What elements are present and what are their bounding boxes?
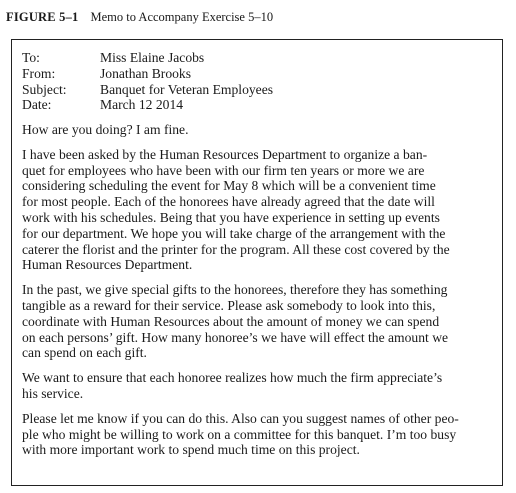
text-line: ple who might be willing to work on a committee for this banquet. I’m too busy <box>22 426 457 442</box>
text-line: with more important work to spend much time on this project. <box>22 442 360 458</box>
header-value: Banquet for Veteran Employees <box>100 81 274 97</box>
text-line: caterer the florist and the printer for the program. All these cost covered by the <box>22 241 450 257</box>
header-label: From: <box>22 65 56 81</box>
text-line: coordinate with Human Resources about the amount of money we can spend <box>22 313 440 329</box>
header-row-subject <box>22 82 273 98</box>
header-label: To: <box>22 50 40 65</box>
text-line: for our department. We hope you will take charge of the arrangement with the <box>22 225 446 241</box>
memo-paragraph <box>22 122 494 138</box>
text-line: his service. <box>22 385 84 401</box>
text-line: How are you doing? I am fine. <box>22 122 189 137</box>
header-value: Miss Elaine Jacobs <box>100 50 205 65</box>
text-line: Human Resources Department. <box>22 257 193 273</box>
text-line: quet for employees who have been with our firm ten years or more we are <box>22 162 425 178</box>
header-row-to <box>22 50 273 66</box>
header-value: March 12 2014 <box>100 97 184 113</box>
memo-paragraph <box>22 147 494 273</box>
header-label: Date: <box>22 97 52 113</box>
header-value: Jonathan Brooks <box>100 65 191 81</box>
text-line: tangible as a reward for their service. Please ask somebody to look into this, <box>22 297 436 313</box>
header-row-from <box>22 66 273 82</box>
header-row-date <box>22 97 273 113</box>
text-line: In the past, we give special gifts to the honorees, therefore they has something <box>22 282 448 298</box>
memo-paragraph <box>22 282 494 361</box>
header-label: Subject: <box>22 81 67 97</box>
memo-paragraph <box>22 370 494 402</box>
text-line: on each persons’ gift. How many honoree’s we have will effect the amount we <box>22 329 449 345</box>
memo-paragraph <box>22 411 494 458</box>
memo-header <box>22 50 273 113</box>
memo-body <box>22 122 494 467</box>
text-line: Please let me know if you can do this. Also can you suggest names of other peo- <box>22 410 459 426</box>
figure-caption <box>6 9 273 25</box>
text-line: can spend on each gift. <box>22 345 147 361</box>
text-line: for most people. Each of the honorees have already agreed that the date will <box>22 194 435 210</box>
text-line: We want to ensure that each honoree realizes how much the firm appreciate’s <box>22 370 443 386</box>
memo-box <box>11 39 503 486</box>
text-line: work with his schedules. Being that you have experience in setting up events <box>22 209 440 225</box>
text-line: I have been asked by the Human Resources Department to organize a ban- <box>22 146 428 162</box>
figure-title: Memo to Accompany Exercise 5–10 <box>90 10 274 24</box>
text-line: considering scheduling the event for May 8 which will be a convenient time <box>22 178 436 194</box>
figure-number: FIGURE 5–1 <box>6 10 79 24</box>
